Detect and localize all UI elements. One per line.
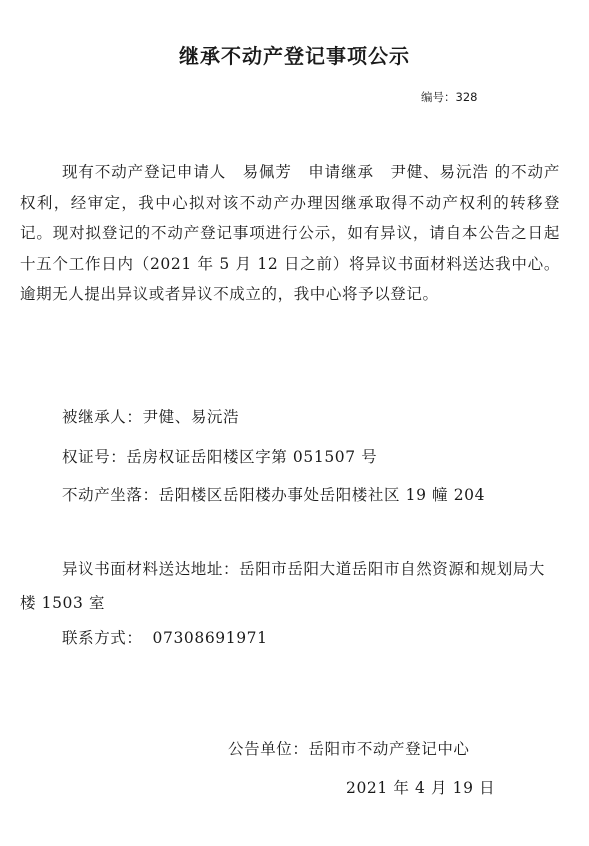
issuer-label: 公告单位： bbox=[228, 740, 309, 758]
document-number: 编号：328 bbox=[421, 90, 478, 104]
certificate-label: 权证号： bbox=[62, 448, 127, 466]
issue-date: 2021 年 4 月 19 日 bbox=[346, 779, 496, 797]
property-location-line bbox=[62, 483, 485, 505]
property-location-label: 不动产坐落： bbox=[62, 486, 159, 504]
objection-address bbox=[20, 552, 560, 620]
property-location-value: 岳阳楼区岳阳楼办事处岳阳楼社区 19 幢 204 bbox=[158, 486, 486, 504]
objection-address-value: 岳阳市岳阳大道岳阳市自然资源和规划局大楼 1503 室 bbox=[20, 560, 546, 612]
contact-line bbox=[62, 626, 268, 648]
certificate-value: 岳房权证岳阳楼区字第 051507 号 bbox=[126, 448, 378, 466]
notice-paragraph: 现有不动产登记申请人 易佩芳 申请继承 尹健、易沅浩 的不动产权利，经审定，我中心拟对该不动产办理因继承取得不动产权利的转移登记。现对拟登记的不动产登记事项进行公示，如有异议，请自本公告之日起十五个工作日内（2021 年 5 月 12 日之前）将异议书面材料送达我中心。逾期无人提出异议或者异议不成立的，我中心将予以登记。 bbox=[20, 163, 560, 303]
issuer-name: 岳阳市不动产登记中心 bbox=[308, 740, 470, 758]
heir-value: 尹健、易沅浩 bbox=[142, 408, 240, 426]
contact-phone: 07308691971 bbox=[152, 629, 268, 647]
objection-address-label: 异议书面材料送达地址： bbox=[62, 560, 240, 578]
contact-label: 联系方式： bbox=[62, 629, 143, 647]
heir-line bbox=[62, 405, 239, 427]
document-title: 继承不动产登记事项公示 bbox=[179, 44, 410, 68]
heir-label: 被继承人： bbox=[62, 408, 143, 426]
certificate-line bbox=[62, 445, 377, 467]
issuer-line bbox=[228, 737, 470, 759]
